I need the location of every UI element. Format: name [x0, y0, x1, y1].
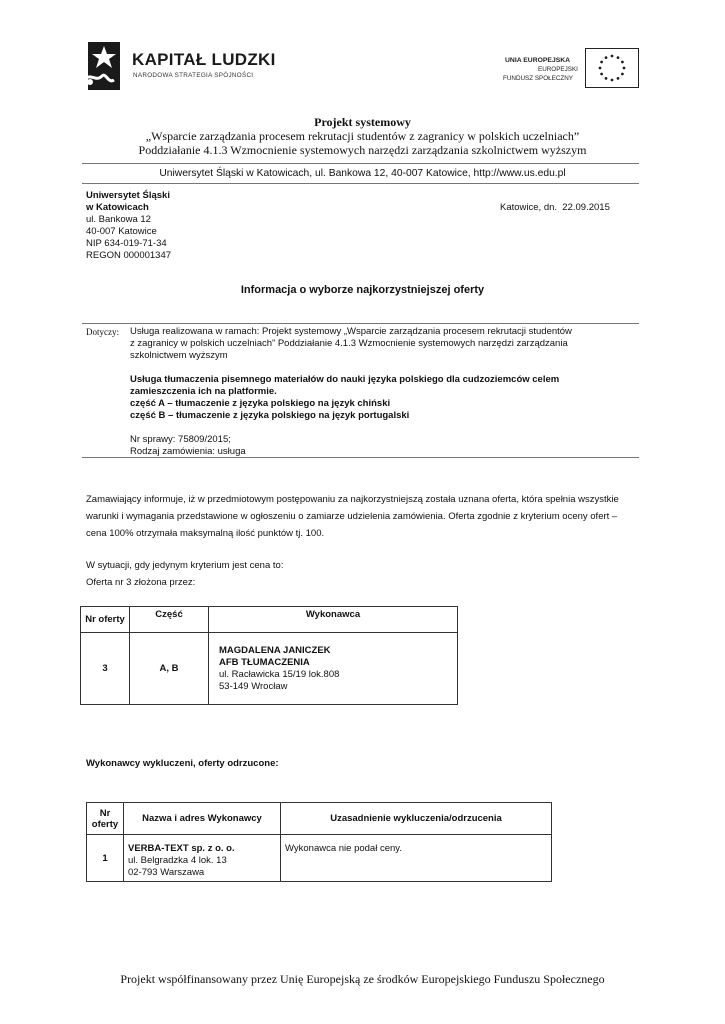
excluded-offers-table: [86, 802, 552, 882]
contractor-name2: AFB TŁUMACZENIA: [219, 656, 310, 668]
kapital-ludzki-logo: [82, 38, 282, 94]
table1-cell-part: A, B: [130, 633, 209, 705]
excluded-name: VERBA-TEXT sp. z o. o.: [128, 843, 235, 854]
sender-nip: NIP 634-019-71-34: [86, 238, 167, 249]
kapital-ludzki-emblem-icon: [82, 38, 130, 94]
winning-offer-table: [80, 606, 458, 705]
body-p1-line1: Zamawiający informuje, iż w przedmiotowym postępowaniu za najkorzystniejszą została uznana oferta, która spełnia wszystkie: [86, 494, 619, 505]
table1-header-nr: Nr oferty: [81, 607, 130, 633]
subject-divider-top: [82, 323, 639, 324]
body-paragraph-2: [86, 557, 283, 591]
excluded-street: ul. Belgradzka 4 lok. 13: [128, 855, 227, 866]
sender-city: 40-007 Katowice: [86, 226, 157, 237]
table-row: [87, 835, 552, 882]
body-p1-line3: cena 100% otrzymała maksymalną ilość punktów tj. 100.: [86, 528, 325, 539]
logo-subtitle: NARODOWA STRATEGIA SPÓJNOŚCI: [133, 72, 254, 79]
document-title: Informacja o wyborze najkorzystniejszej oferty: [240, 284, 485, 296]
body-paragraph-1: [86, 491, 642, 542]
sender-regon: REGON 000001347: [86, 250, 172, 261]
table2-header-reason: Uzasadnienie wykluczenia/odrzucenia: [281, 803, 552, 835]
sender-name2: w Katowicach: [86, 202, 149, 213]
table2-cell-reason: Wykonawca nie podał ceny.: [281, 835, 552, 882]
subject-service-line2: zamieszczenia ich na platformie.: [130, 386, 277, 397]
project-subtitle: „Wsparcie zarządzania procesem rekrutacji studentów z zagranicy w polskich uczelniach”: [145, 129, 580, 143]
subject-line2: z zagranicy w polskich uczelniach” Poddziałanie 4.1.3 Wzmocnienie systemowych narzędzi zarządzania: [130, 338, 568, 349]
subject-line3: szkolnictwem wyższym: [130, 350, 228, 361]
table2-cell-nr: 1: [87, 835, 124, 882]
subject-part-b: część B – tłumaczenie z języka polskiego na język portugalski: [130, 410, 410, 421]
case-number: Nr sprawy: 75809/2015;: [130, 434, 231, 445]
footer-text: Projekt współfinansowany przez Unię Europejską ze środków Europejskiego Funduszu Społecznego: [120, 972, 605, 986]
eu-flag: [585, 48, 639, 88]
table-row: [81, 633, 458, 705]
eu-text-line3: FUNDUSZ SPOŁECZNY: [503, 75, 573, 82]
subject-service-line1: Usługa tłumaczenia pisemnego materiałów do nauki języka polskiego dla cudzoziemców celem: [130, 374, 560, 385]
table1-cell-contractor: [209, 633, 458, 705]
subject-divider-bottom: [82, 457, 639, 458]
eu-stars-icon: [586, 49, 638, 87]
table1-cell-nr: 3: [81, 633, 130, 705]
subject-line1: Usługa realizowana w ramach: Projekt systemowy „Wsparcie zarządzania procesem rekrutacji studentów: [130, 326, 572, 337]
sender-street: ul. Bankowa 12: [86, 214, 151, 225]
header-divider-bottom: [82, 183, 639, 184]
subject-block: [130, 326, 638, 458]
logo-title: KAPITAŁ LUDZKI: [132, 50, 276, 69]
contractor-city: 53-149 Wrocław: [219, 680, 288, 692]
project-measure: Poddziałanie 4.1.3 Wzmocnienie systemowych narzędzi zarządzania szkolnictwem wyższym: [138, 143, 587, 157]
table2-header-name: Nazwa i adres Wykonawcy: [124, 803, 281, 835]
project-title: Projekt systemowy: [314, 115, 411, 129]
header-divider-top: [82, 163, 639, 164]
body-p2-line1: W sytuacji, gdy jedynym kryterium jest cena to:: [86, 560, 284, 571]
table2-cell-name: [124, 835, 281, 882]
document-date: Katowice, dn. 22.09.2015: [500, 202, 610, 213]
contractor-street: ul. Racławicka 15/19 lok.808: [219, 668, 340, 680]
table1-header-contractor: Wykonawca: [209, 607, 458, 633]
sender-block: [86, 190, 171, 262]
subject-part-a: część A – tłumaczenie z języka polskiego na język chiński: [130, 398, 391, 409]
excluded-city: 02-793 Warszawa: [128, 867, 205, 878]
contractor-name1: MAGDALENA JANICZEK: [219, 644, 331, 656]
table1-header-part: Część: [130, 607, 209, 633]
excluded-heading: Wykonawcy wykluczeni, oferty odrzucone:: [86, 758, 279, 769]
eu-text-line1: UNIA EUROPEJSKA: [505, 57, 571, 64]
order-type: Rodzaj zamówienia: usługa: [130, 446, 246, 457]
table2-header-nr: Nr oferty: [87, 803, 124, 835]
university-address-line: Uniwersytet Śląski w Katowicach, ul. Bankowa 12, 40-007 Katowice, http://www.us.edu.pl: [159, 168, 566, 179]
body-p1-line2: warunki i wymagania przedstawione w ogłoszeniu o zamiarze udzielenia zamówienia. Oferta zgodnie z kryterium oceny ofert –: [86, 511, 618, 522]
body-p2-line2: Oferta nr 3 złożona przez:: [86, 577, 196, 588]
eu-text-line2: EUROPEJSKI: [538, 66, 578, 73]
sender-name1: Uniwersytet Śląski: [86, 190, 170, 201]
subject-label: Dotyczy:: [86, 327, 119, 337]
